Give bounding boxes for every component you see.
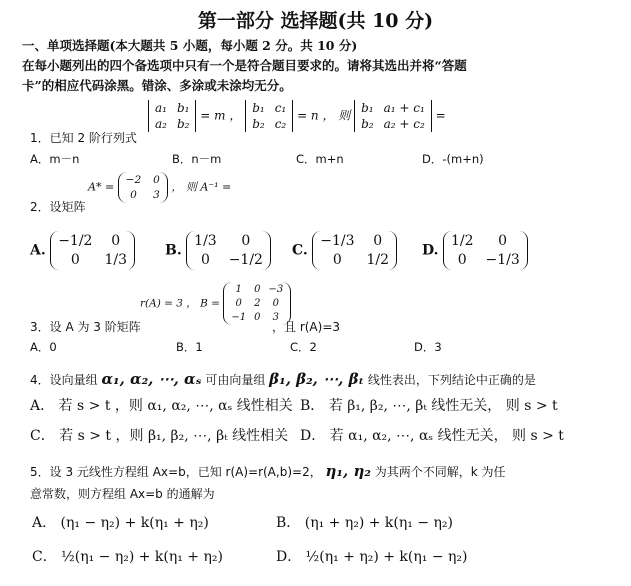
matrix-cell: 1/2 xyxy=(450,233,474,249)
q2-option-d-matrix xyxy=(443,231,528,270)
instruction-line-1: 在每小题列出的四个备选项中只有一个是符合题目要求的。请将其选出并将“答题 xyxy=(22,58,467,73)
matrix-cell: −1 xyxy=(231,312,247,323)
q5-line-1b: 为其两个不同解，k 为任 xyxy=(374,465,506,479)
q3-option-a: A．0 xyxy=(30,340,57,354)
matrix-cell: 0 xyxy=(241,233,251,249)
q2-option-d xyxy=(422,231,528,270)
q4-option-b: B． 若 β₁, β₂, ⋯, βₜ 线性无关， 则 s > t xyxy=(300,398,558,414)
q2-given-matrix xyxy=(118,172,168,203)
matrix-cell: 0 xyxy=(235,298,242,309)
q2-option-c-label: C. xyxy=(292,242,308,259)
q3-option-b: B．1 xyxy=(176,340,203,354)
matrix-cell: 0 xyxy=(332,252,342,268)
q1-option-d: D．-(m+n) xyxy=(422,152,484,166)
det-b-cell: c₂ xyxy=(274,117,287,131)
matrix-cell: 3 xyxy=(272,312,280,323)
q2-option-b xyxy=(165,231,271,270)
q1-eq-end: = xyxy=(435,108,446,123)
page-title: 第一部分 选择题(共 10 分) xyxy=(197,10,434,32)
q2-stem: 2．设矩阵 xyxy=(30,200,86,214)
q5-option-d: D． ½(η₁ + η₂) + k(η₁ − η₂) xyxy=(276,549,468,565)
q5-line-1a: 5．设 3 元线性方程组 Ax=b，已知 r(A)=r(A,b)=2， xyxy=(30,465,322,479)
matrix-cell: 0 xyxy=(70,252,80,268)
q2-lhs: A* = xyxy=(88,180,115,194)
q2-option-a-label: A. xyxy=(30,242,46,259)
matrix-cell: 1/3 xyxy=(194,233,217,249)
q4-stem-b: 可由向量组 xyxy=(205,373,266,387)
q3-stem: 3．设 A 为 3 阶矩阵 xyxy=(30,320,141,334)
instruction-line-2: 卡”的相应代码涂黑。错涂、多涂或未涂均无分。 xyxy=(22,78,292,93)
matrix-cell: 0 xyxy=(111,233,121,249)
q5-line-1 xyxy=(30,462,506,480)
q3-tail: ，且 r(A)=3 xyxy=(272,320,341,334)
matrix-cell: 3 xyxy=(153,189,160,201)
q1-eq-n: = n ， 则 xyxy=(297,108,351,123)
q3-given-text: r(A) = 3 ， B = xyxy=(140,297,220,310)
det-b-cell: c₁ xyxy=(274,101,287,115)
matrix-cell: −1/2 xyxy=(228,252,263,268)
q4-option-d: D． 若 α₁, α₂, ⋯, αₛ 线性无关， 则 s > t xyxy=(300,428,564,444)
q5-line-2: 意常数，则方程组 Ax=b 的通解为 xyxy=(30,487,215,501)
det-a-cell: a₁ xyxy=(155,101,167,115)
q5-eta: η₁, η₂ xyxy=(325,462,371,480)
matrix-cell: 0 xyxy=(373,233,383,249)
q1-stem: 1．已知 2 阶行列式 xyxy=(30,131,137,145)
q4-stem xyxy=(30,370,536,388)
q2-option-c-matrix xyxy=(312,231,397,270)
matrix-cell: 2 xyxy=(254,298,261,309)
det-c-cell: a₁ + c₁ xyxy=(383,101,425,115)
matrix-cell: 1/3 xyxy=(104,252,127,268)
q1-eq-m: = m ， xyxy=(200,108,242,123)
matrix-cell: −1/2 xyxy=(58,233,93,249)
q4-stem-c: 线性表出，下列结论中正确的是 xyxy=(367,373,536,387)
q4-vector-beta: β₁, β₂, ⋯, βₜ xyxy=(269,370,365,388)
matrix-cell: 0 xyxy=(153,174,160,186)
matrix-cell: 1 xyxy=(235,284,242,295)
q2-option-d-label: D. xyxy=(422,242,439,259)
q1-option-b: B．n－m xyxy=(172,152,222,166)
q2-option-a-matrix xyxy=(50,231,135,270)
matrix-cell: −2 xyxy=(125,174,142,186)
matrix-cell: 0 xyxy=(272,298,280,309)
q3-option-c: C．2 xyxy=(290,340,317,354)
det-c-cell: b₁ xyxy=(361,101,374,115)
q1-det-a xyxy=(148,100,196,132)
matrix-cell: 0 xyxy=(254,284,261,295)
q5-option-c: C． ½(η₁ − η₂) + k(η₁ + η₂) xyxy=(32,549,223,565)
q2-option-a xyxy=(30,231,135,270)
det-a-cell: b₂ xyxy=(176,117,190,131)
det-b-cell: b₂ xyxy=(252,117,265,131)
q4-stem-a: 4．设向量组 xyxy=(30,373,98,387)
q2-rhs: ， 则 A⁻¹ = xyxy=(171,180,232,194)
matrix-cell: 0 xyxy=(200,252,210,268)
det-c-cell: b₂ xyxy=(361,117,374,131)
q2-option-b-label: B. xyxy=(165,242,182,259)
matrix-cell: 0 xyxy=(457,252,467,268)
q1-option-c: C．m+n xyxy=(296,152,344,166)
matrix-cell: 0 xyxy=(254,312,261,323)
q5-option-a: A． (η₁ − η₂) + k(η₁ + η₂) xyxy=(32,515,209,531)
matrix-cell: −1/3 xyxy=(320,233,355,249)
q1-det-b xyxy=(245,100,293,132)
q1-det-c xyxy=(354,100,432,132)
q3-option-d: D．3 xyxy=(414,340,442,354)
matrix-cell: 1/2 xyxy=(366,252,390,268)
q3-given xyxy=(140,282,291,325)
det-a-cell: a₂ xyxy=(155,117,167,131)
section-heading: 一、单项选择题(本大题共 5 小题，每小题 2 分。共 10 分) xyxy=(22,38,358,53)
det-a-cell: b₁ xyxy=(176,101,190,115)
q2-option-c xyxy=(292,231,397,270)
matrix-cell: 0 xyxy=(498,233,508,249)
q4-vector-alpha: α₁, α₂, ⋯, αₛ xyxy=(101,370,202,388)
matrix-cell: −3 xyxy=(268,284,284,295)
q1-option-a: A．m－n xyxy=(30,152,80,166)
matrix-cell: −1/3 xyxy=(485,252,520,268)
det-c-cell: a₂ + c₂ xyxy=(383,117,425,131)
det-b-cell: b₁ xyxy=(252,101,265,115)
q4-option-c: C． 若 s > t ，则 β₁, β₂, ⋯, βₜ 线性相关 xyxy=(30,428,289,444)
q2-given xyxy=(88,172,231,203)
matrix-cell: 0 xyxy=(130,189,137,201)
q1-determinants xyxy=(148,100,446,132)
q5-option-b: B． (η₁ + η₂) + k(η₁ − η₂) xyxy=(276,515,453,531)
q2-option-b-matrix xyxy=(186,231,271,270)
q4-option-a: A． 若 s > t ，则 α₁, α₂, ⋯, αₛ 线性相关 xyxy=(30,398,293,414)
